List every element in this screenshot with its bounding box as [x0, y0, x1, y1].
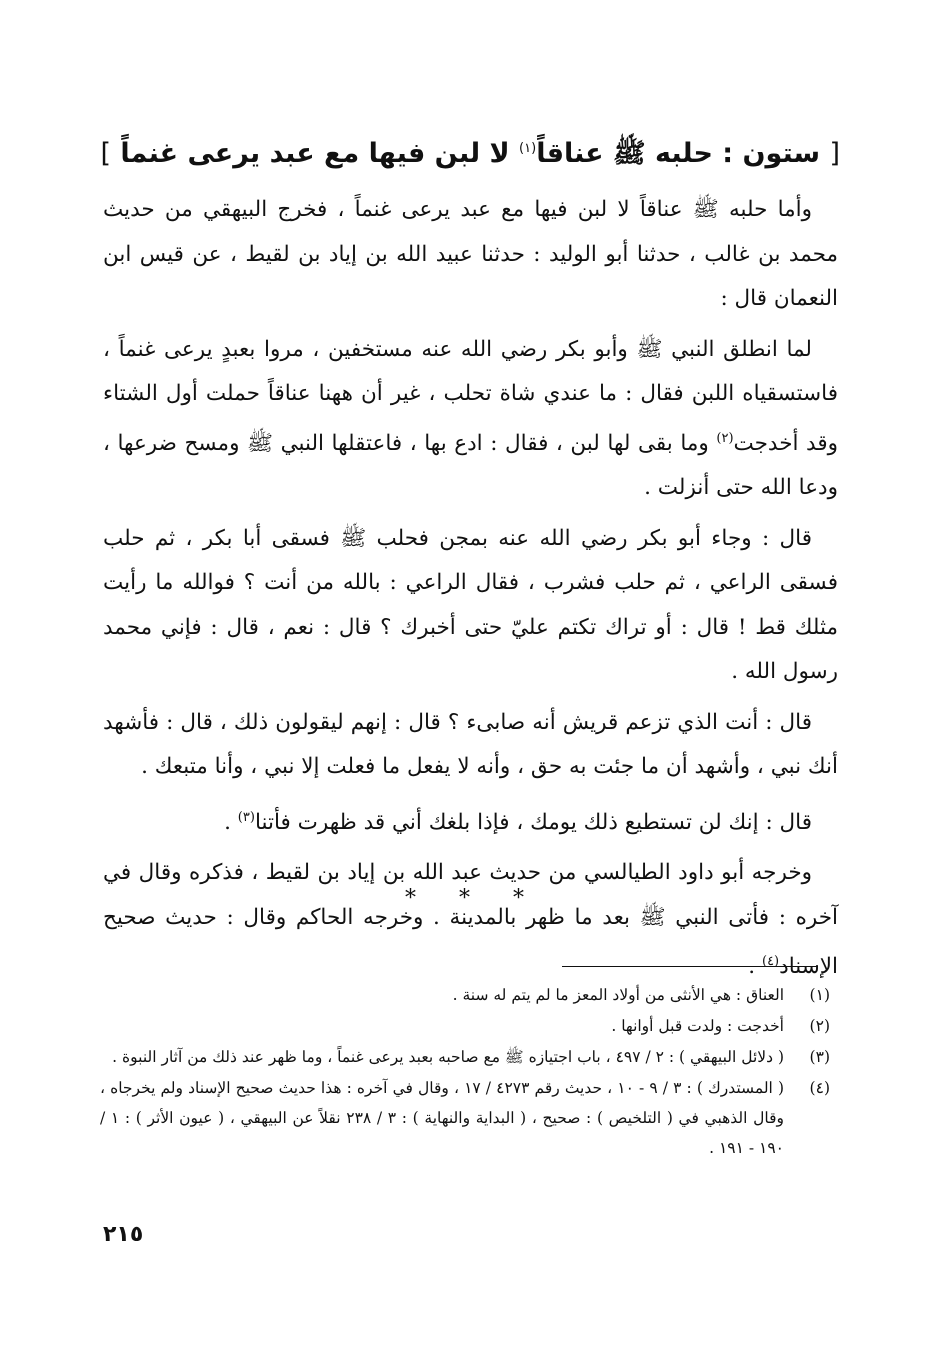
heading-text: ستون : حلبه ﷺ عناقاً [536, 138, 821, 169]
footnote-divider [562, 966, 818, 967]
footnote-ref-4: (٤) [761, 954, 780, 970]
paragraph-3: قال : وجاء أبو بكر رضي الله عنه بمجن فحلب ﷺ فسقى أبا بكر ، ثم حلب فسقى الراعي ، ثم حلب فشرب ، فقال الراعي : بالله من أنت ؟ فوالله ما رأيت مثلك قط ! قال : أو تراك تكتم عليّ حتى أخبرك ؟ قال : نعم ، قال : فإني محمد رسول الله . [103, 525, 838, 685]
paragraph-5 [103, 796, 838, 846]
paragraph-6-text-a: وخرجه أبو داود الطيالسي من حديث عبد الله بن إياد بن لقيط ، فذكره وقال في آخره : فأتى النبي ﷺ بعد ما ظهر بالمدينة . وخرجه الحاكم وقال : حديث صحيح الإسناد [103, 860, 838, 980]
paragraph-5-text-a: قال : إنك لن تستطيع ذلك يومك ، فإذا بلغك أني قد ظهرت فأتنا [254, 809, 812, 835]
main-text [103, 188, 838, 996]
paragraph-5-text-b: . [224, 809, 231, 835]
heading-open-bracket: [ [829, 138, 840, 169]
page-number: ٢١٥ [103, 1222, 144, 1247]
heading-text-rest: لا لبن فيها مع عبد يرعى غنماً [120, 138, 510, 169]
section-heading [100, 136, 840, 176]
footnote-text: ( دلائل البيهقي ) : ٢ / ٤٩٧ ، باب اجتيازه ﷺ مع صاحبه بعبد يرعى غنماً ، وما ظهر عند ذلك من آثار النبوة . [112, 1048, 784, 1066]
footnote-text: العناق : هي الأنثى من أولاد المعز ما لم يتم له سنة . [452, 986, 784, 1004]
footnote-text: ( المستدرك ) : ٣ / ٩ - ١٠ ، حديث رقم ٤٢٧٣ / ١٧ ، وقال في آخره : هذا حديث صحيح الإسناد ولم يخرجاه ، وقال الذهبي في ( التلخيص ) : صحيح ، ( البداية والنهاية ) : ٣ / ٢٣٨ نقلاً عن البيهقي ، ( عيون الأثر ) : ١ / ١٩٠ - ١٩١ . [100, 1079, 785, 1157]
paragraph-6 [103, 851, 838, 990]
paragraph-2-text-a: لما انطلق النبي ﷺ وأبو بكر رضي الله عنه مستخفين ، مروا بعبدٍ يرعى غنماً ، فاستسقياه اللبن فقال : ما عندي شاة تحلب ، غير أن ههنا عناقاً حملت أول الشتاء وقد أخدجت [103, 336, 838, 456]
paragraph-2-text-b: وما بقى لها لبن ، فقال : ادع بها ، فاعتقلها النبي ﷺ ومسح ضرعها ، ودعا الله حتى أنزلت . [103, 430, 838, 501]
footnote-item [100, 980, 830, 1010]
heading-footnote-ref: (١) [519, 141, 537, 156]
footnote-item [100, 1042, 830, 1072]
paragraph-1: وأما حلبه ﷺ عناقاً لا لبن فيها مع عبد يرعى غنماً ، فخرج البيهقي من حديث محمد بن غالب ، حدثنا أبو الوليد : حدثنا عبيد الله بن إياد بن لقيط ، عن قيس ابن النعمان قال : [103, 197, 838, 311]
footnote-number: (٣) [809, 1048, 830, 1066]
footnote-number: (٢) [809, 1017, 830, 1035]
footnote-item [100, 1073, 830, 1163]
footnote-number: (٤) [809, 1079, 830, 1097]
paragraph-2 [103, 328, 838, 511]
paragraph-6-text-b: . [748, 954, 756, 980]
footnote-ref-3: (٣) [237, 809, 255, 825]
footnote-ref-2: (٢) [716, 430, 734, 446]
heading-close-bracket: ] [100, 138, 111, 169]
footnote-item [100, 1011, 830, 1041]
footnote-number: (١) [809, 986, 830, 1004]
section-separator: * * * [405, 886, 542, 911]
footnotes [100, 980, 830, 1164]
footnote-text: أخدجت : ولدت قبل أوانها . [611, 1017, 784, 1035]
paragraph-4: قال : أنت الذي تزعم قريش أنه صابىء ؟ قال : إنهم ليقولون ذلك ، قال : فأشهد أنك نبي ، وأشهد أن ما جئت به حق ، وأنه لا يفعل ما فعلت إلا نبي ، وأنا متبعك . [103, 709, 838, 780]
